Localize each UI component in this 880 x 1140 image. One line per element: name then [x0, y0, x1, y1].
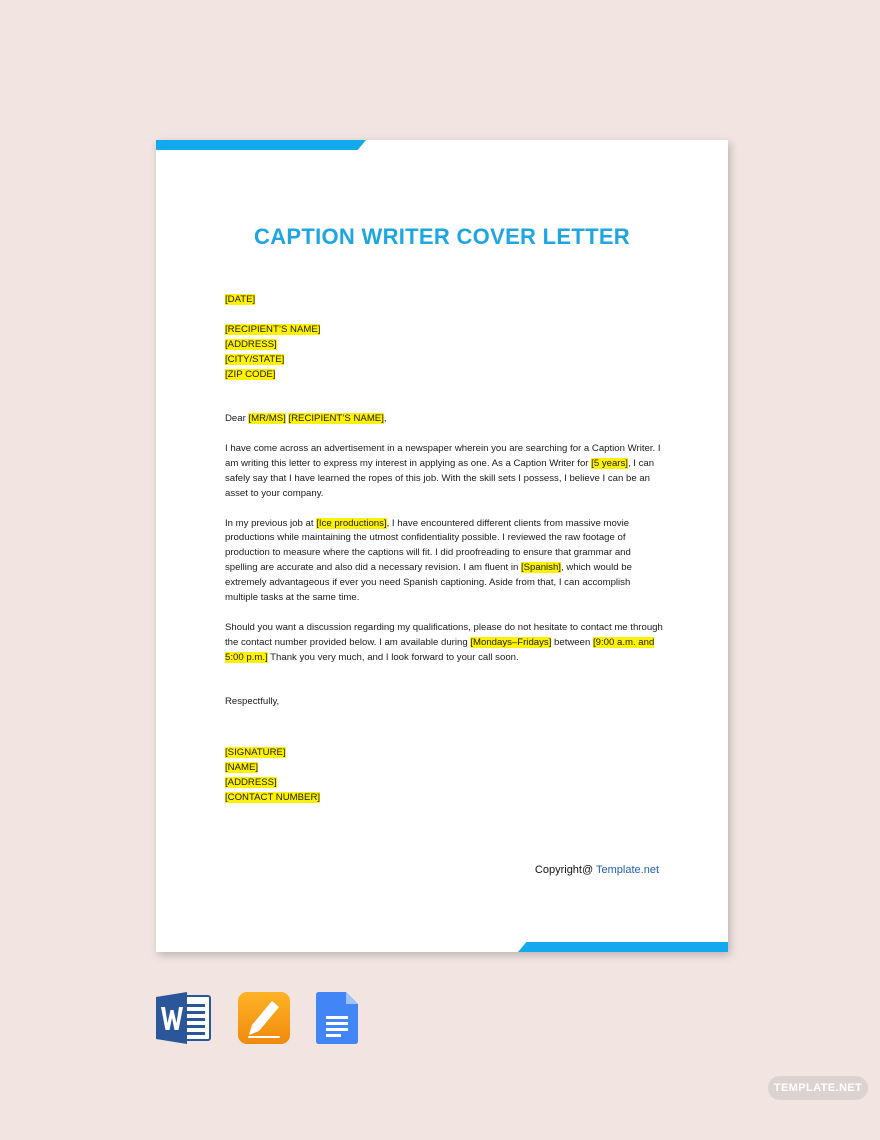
zip-code-placeholder: [ZIP CODE]	[225, 368, 276, 380]
paragraph-3: Should you want a discussion regarding my qualifications, please do not hesitate to contact me through the contact number provided below. I am available during [Mondays–Fridays] between [9:00 a.m. and 5:00 p.m.] Thank you very much, and I look forward to your call soon.	[225, 621, 663, 663]
letter-page	[156, 140, 728, 952]
top-accent-band	[156, 140, 366, 150]
copyright-notice: Copyright@ Template.net	[534, 864, 659, 876]
language-placeholder: [Spanish]	[520, 562, 561, 574]
company-placeholder: [Ice productions]	[316, 517, 387, 529]
signature-placeholder: [SIGNATURE]	[225, 747, 286, 759]
salutation-name-placeholder: [RECIPIENT’S NAME]	[288, 413, 384, 425]
city-state-placeholder: [CITY/STATE]	[225, 353, 285, 365]
salutation-title-placeholder: [MR/MS]	[248, 413, 286, 425]
years-placeholder: [5 years]	[591, 457, 628, 469]
letter-title: CAPTION WRITER COVER LETTER	[254, 224, 630, 249]
closing: Respectfully,	[225, 696, 280, 708]
salutation: Dear [MR/MS] [RECIPIENT’S NAME],	[225, 413, 387, 425]
contact-number-placeholder: [CONTACT NUMBER]	[225, 792, 321, 803]
address-placeholder: [ADDRESS]	[225, 338, 277, 350]
sender-address-placeholder: [ADDRESS]	[225, 777, 277, 789]
letter-body	[225, 293, 665, 806]
template-net-link[interactable]: Template.net	[596, 864, 659, 876]
template-net-watermark: TEMPLATE.NET	[768, 1076, 868, 1100]
word-icon[interactable]	[156, 992, 212, 1044]
paragraph-1: I have come across an advertisement in a newspaper wherein you are searching for a Caption Writer. I am writing this letter to express my interest in applying as one. As a Caption Writer for [5 years], I can safely say that I have learned the ropes of this job. With the skill sets I possess, I believe I can be an asset to your company.	[225, 443, 661, 499]
google-docs-icon[interactable]	[316, 992, 358, 1044]
pages-icon[interactable]	[238, 992, 290, 1044]
paragraph-2: In my previous job at [Ice productions], I have encountered different clients from massive movie productions while maintaining the utmost confidentiality possible. I reviewed the raw footage of production to measure where the captions will fit. I did proofreading to ensure that grammar and spelling are accurate and also did a necessary revision. I am fluent in [Spanish], which would be extremely advantageous if ever you need Spanish captioning. Aside from that, I can accomplish multiple tasks at the same time.	[225, 517, 632, 604]
bottom-accent-band	[518, 942, 728, 952]
days-placeholder: [Mondays–Fridays]	[470, 636, 552, 648]
date-placeholder: [DATE]	[225, 294, 256, 305]
name-placeholder: [NAME]	[225, 762, 259, 774]
hours-placeholder: [9:00 a.m. and 5:00 p.m.]	[225, 636, 655, 663]
recipient-name-placeholder: [RECIPIENT’S NAME]	[225, 323, 321, 335]
